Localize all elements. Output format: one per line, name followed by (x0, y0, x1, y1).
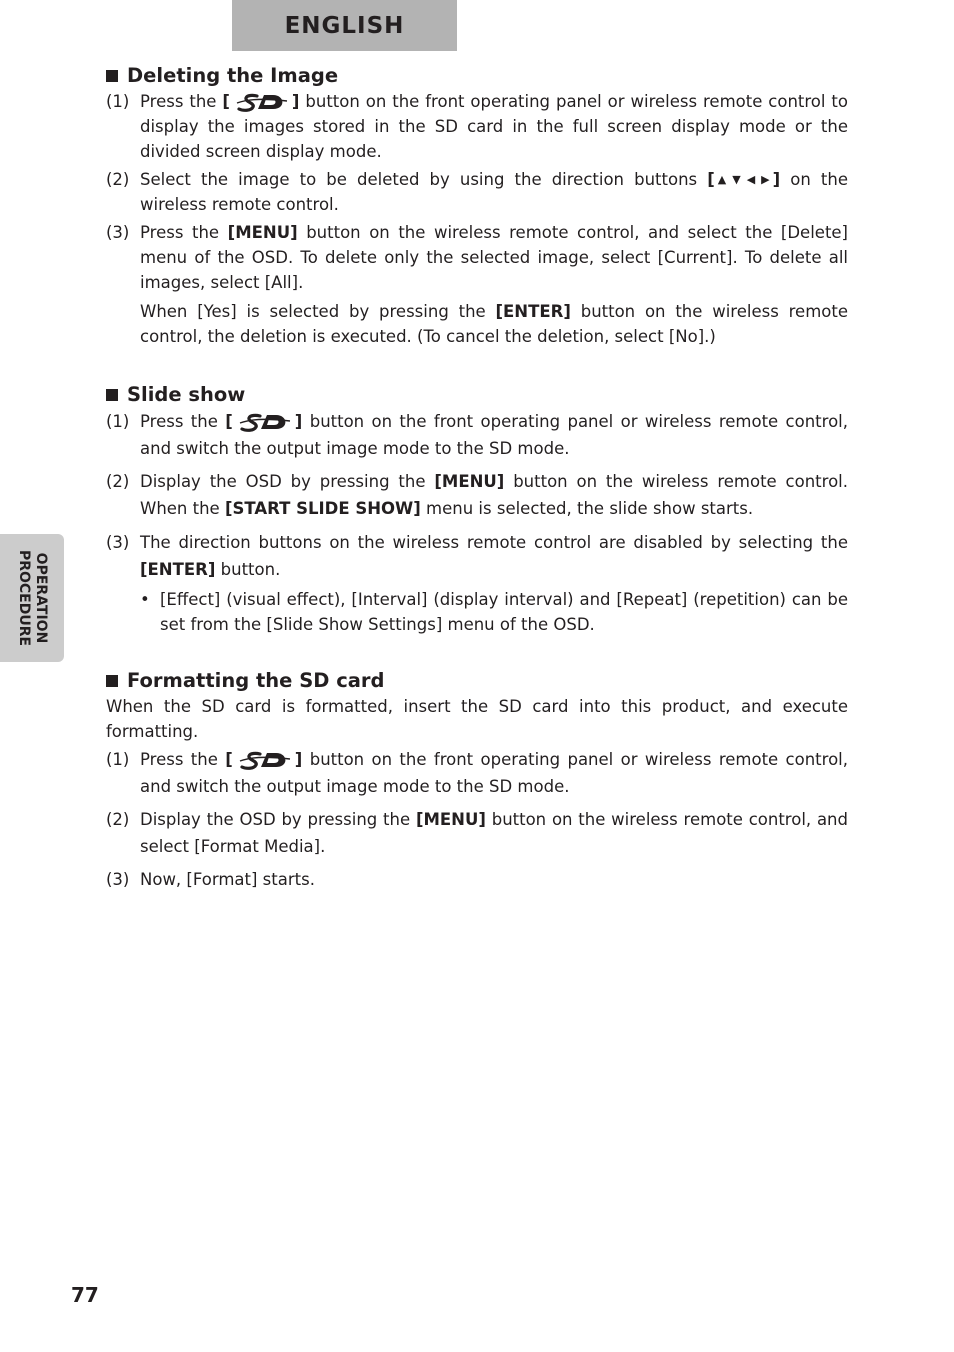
direction-buttons-ref: [ ▲ ▼ ◀ ▶ ] (707, 167, 780, 192)
step-number: (3) (106, 223, 130, 242)
step-item (106, 167, 848, 217)
step-item (106, 408, 848, 462)
step-item (106, 220, 848, 295)
up-arrow-icon: ▲ (717, 173, 727, 186)
square-bullet-icon (106, 70, 118, 82)
left-arrow-icon: ◀ (746, 173, 756, 186)
language-tab (232, 0, 457, 51)
side-tab-line2: PROCEDURE (16, 549, 32, 647)
side-tab-line1: OPERATION (33, 552, 49, 644)
step-text: The direction buttons on the wireless remote control are disabled by selecting the [ENTER] button. (140, 533, 848, 579)
side-section-tab (0, 534, 64, 662)
step-number: (3) (106, 533, 130, 552)
step-number: (1) (106, 412, 130, 431)
step-number: (2) (106, 472, 130, 491)
step-number: (1) (106, 750, 130, 769)
section-title: Slide show (127, 383, 246, 406)
bullet-text: [Effect] (visual effect), [Interval] (display interval) and [Repeat] (repetition) can be set from the [Slide Show Settings] menu of the OSD. (160, 590, 848, 634)
step-item (106, 529, 848, 583)
sd-card-icon (233, 92, 289, 112)
square-bullet-icon (106, 389, 118, 401)
section-title: Deleting the Image (127, 64, 339, 87)
step-text: Press the [ ] button on the front operating panel or wireless remote control, and switch the output image mode to the SD mode. (140, 408, 848, 462)
section-heading-deleting (106, 63, 848, 89)
step-item (106, 746, 848, 800)
step-number: (2) (106, 170, 130, 189)
step-text: Press the [ ] button on the front operating panel or wireless remote control, and switch the output image mode to the SD mode. (140, 746, 848, 800)
step-number: (2) (106, 810, 130, 829)
step-item (106, 89, 848, 164)
step-text: Display the OSD by pressing the [MENU] button on the wireless remote control. When the [START SLIDE SHOW] menu is selected, the slide show starts. (140, 472, 848, 518)
down-arrow-icon: ▼ (732, 173, 741, 186)
step-text: Display the OSD by pressing the [MENU] button on the wireless remote control, and select [Format Media]. (140, 810, 848, 856)
section-title: Formatting the SD card (127, 669, 385, 692)
step-item (106, 866, 848, 893)
sd-card-icon (236, 412, 292, 432)
language-label: ENGLISH (284, 12, 405, 39)
bullet-item (140, 587, 848, 637)
step-text: Press the [ ] button on the front operating panel or wireless remote control to display the images stored in the SD card in the full screen display mode or the divided screen display mode. (140, 89, 848, 164)
step-note: When [Yes] is selected by pressing the [ENTER] button on the wireless remote control, the deletion is executed. (To cancel the deletion, select [No].) (140, 302, 848, 346)
step-item (106, 806, 848, 860)
section-intro: When the SD card is formatted, insert the SD card into this product, and execute formatting. (106, 697, 848, 741)
step-item (106, 468, 848, 522)
section-heading-slideshow (106, 382, 848, 408)
step-number: (1) (106, 92, 130, 111)
step-number: (3) (106, 870, 130, 889)
sd-button-ref: [ ] (225, 750, 303, 769)
step-text: Press the [MENU] button on the wireless remote control, and select the [Delete] menu of the OSD. To delete only the selected image, select [Current]. To delete all images, select [All]. (140, 223, 848, 292)
step-text: Now, [Format] starts. (140, 870, 315, 889)
step-text: Select the image to be deleted by using the direction buttons [ ▲ ▼ ◀ ▶ ] on the wireless remote control. (140, 167, 848, 217)
page-content (106, 63, 848, 893)
page-number: 77 (71, 1283, 99, 1307)
right-arrow-icon: ▶ (761, 173, 770, 186)
bullet-dot: • (140, 590, 150, 609)
sd-button-ref: [ ] (222, 92, 300, 111)
section-heading-formatting (106, 668, 848, 694)
sd-button-ref: [ ] (225, 412, 303, 431)
square-bullet-icon (106, 675, 118, 687)
sd-card-icon (236, 750, 292, 770)
side-tab-text (15, 550, 49, 646)
